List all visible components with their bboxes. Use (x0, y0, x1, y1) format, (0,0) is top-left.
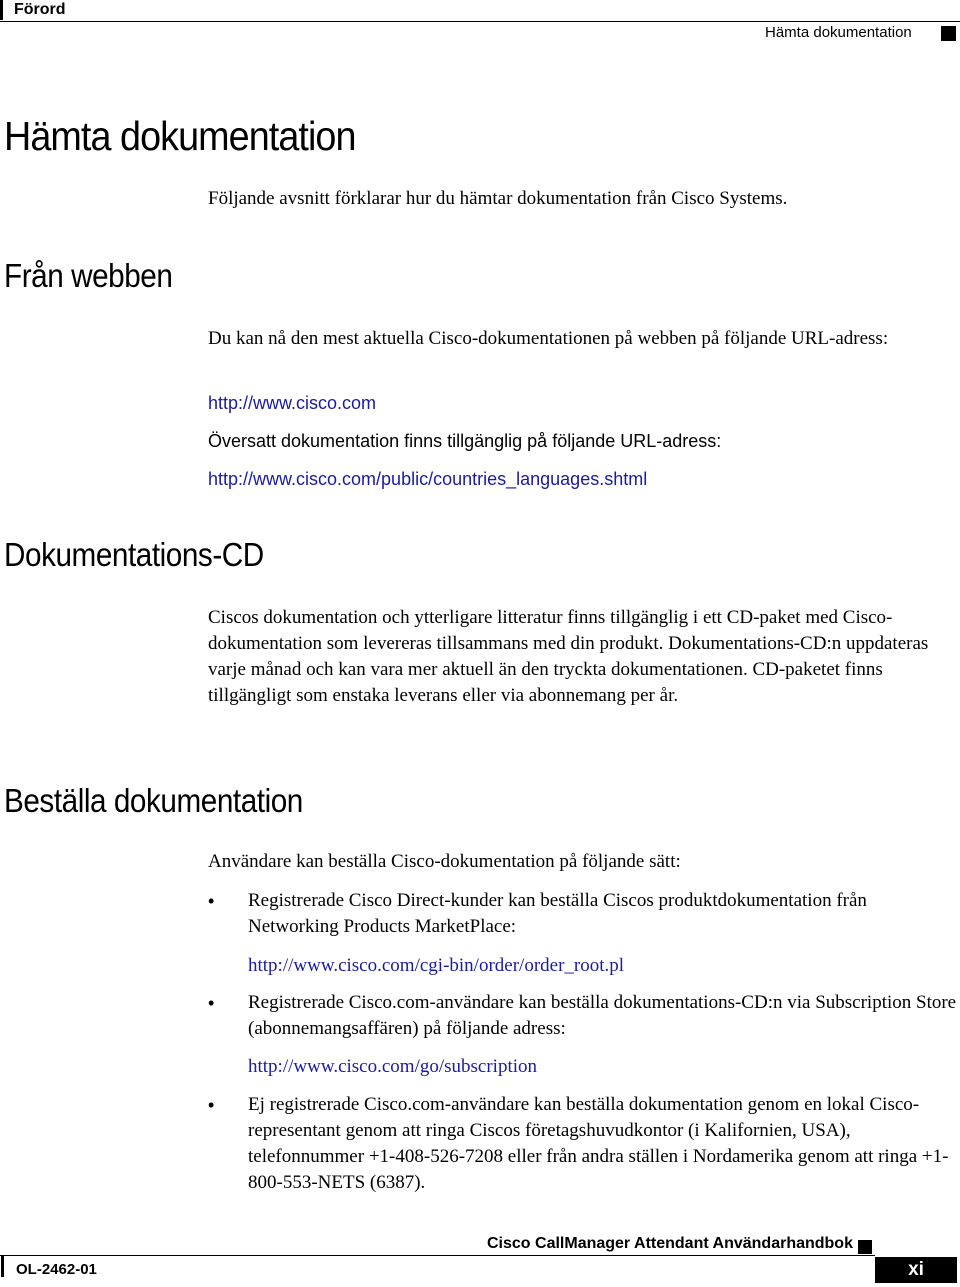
section-heading-order: Beställa dokumentation (4, 782, 303, 819)
order-intro: Användare kan beställa Cisco-dokumentation på följande sätt: (208, 851, 681, 872)
intro-text: Följande avsnitt förklarar hur du hämtar dokumentation från Cisco Systems. (208, 188, 788, 209)
order-item-text: Registrerade Cisco.com-användare kan beställa dokumentations-CD:n via Subscription Store (abonnemangsaffären) på följande adress: (248, 992, 957, 1039)
footer-book-title: Cisco CallManager Attendant Användarhandbok (487, 1235, 853, 1252)
section-heading-cd: Dokumentations-CD (4, 536, 264, 573)
header-left-bar (0, 0, 3, 20)
order-item-text: Ej registrerade Cisco.com-användare kan beställa dokumentation genom en lokal Cisco-representant genom att ringa Ciscos företagshuvudkontor (i Kalifornien, USA), telefonnummer +1-408-526-7208 eller från andra ställen i Nordamerika genom att ringa +1-800-553-NETS (6387). (248, 1094, 949, 1193)
footer-square-icon (858, 1240, 872, 1254)
page-number: xi (875, 1257, 957, 1283)
header-rule (0, 21, 960, 22)
section-heading-web: Från webben (4, 257, 173, 294)
translated-url-link[interactable]: http://www.cisco.com/public/countries_languages.shtml (208, 469, 648, 489)
page-title: Hämta dokumentation (4, 113, 356, 159)
footer-rule (0, 1255, 875, 1256)
footer-left-bar (1, 1255, 4, 1277)
subscription-url-link[interactable]: http://www.cisco.com/go/subscription (248, 1056, 538, 1077)
header-section: Hämta dokumentation (765, 24, 912, 41)
header-square-icon (941, 26, 956, 41)
footer-doc-code: OL-2462-01 (16, 1261, 97, 1278)
bullet-marker: • (208, 891, 215, 911)
translated-text: Översatt dokumentation finns tillgänglig på följande URL-adress: (208, 431, 722, 451)
cd-text: Ciscos dokumentation och ytterligare litteratur finns tillgänglig i ett CD-paket med Cisco-dokumentation som levereras tillsammans med din produkt. Dokumentations-CD:n uppdateras varje månad och kan vara mer aktuell än den tryckta dokumentationen. CD-paketet finns tillgängligt som enstaka leverans eller via abonnemang per år. (208, 607, 929, 706)
bullet-marker: • (208, 993, 215, 1013)
web-text: Du kan nå den mest aktuella Cisco-dokumentationen på webben på följande URL-adress: (208, 328, 889, 349)
order-item-text: Registrerade Cisco Direct-kunder kan beställa Ciscos produktdokumentation från Networking Products MarketPlace: (248, 890, 867, 937)
cisco-url-link[interactable]: http://www.cisco.com (208, 393, 377, 413)
header-chapter: Förord (14, 1, 66, 18)
order-root-url-link[interactable]: http://www.cisco.com/cgi-bin/order/order_root.pl (248, 955, 625, 976)
bullet-marker: • (208, 1095, 215, 1115)
